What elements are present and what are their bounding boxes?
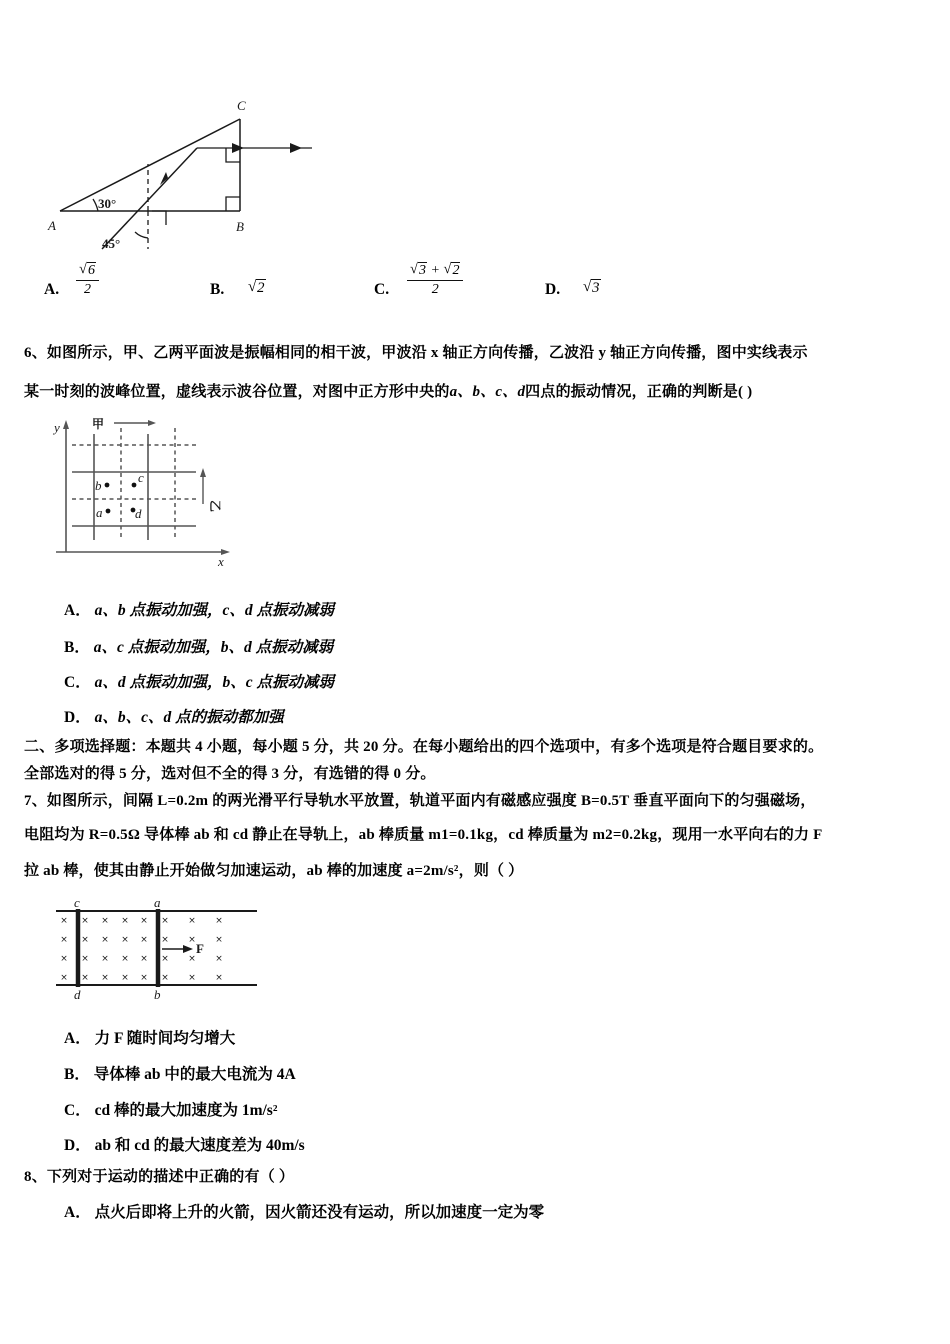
- q5-option-c-value: √ $\frac{3 + √ 2}{2}$: [407, 262, 463, 298]
- q7-stem-line2: 电阻均为 R=0.5Ω 导体棒 ab 和 cd 静止在导轨上，ab 棒质量 m1=0.1kg，cd 棒质量为 m2=0.2kg，现用一水平向右的力 F: [24, 827, 823, 843]
- q6-option-d-text: a、b、c、d 点的振动都加强: [94, 709, 284, 726]
- q7-option-c[interactable]: [64, 1098, 277, 1120]
- svg-text:×: ×: [101, 935, 109, 945]
- svg-text:×: ×: [140, 954, 148, 964]
- section2-instructions-line2: 全部选对的得 5 分，选对但不全的得 3 分，有选错的得 0 分。: [24, 766, 436, 782]
- q5-option-b-label[interactable]: B.: [210, 281, 225, 298]
- q7-stem-line1: 7、如图所示，间隔 L=0.2m 的两光滑平行导轨水平放置，轨道平面内有磁感应强度 B=0.5T 垂直平面向下的匀强磁场，: [24, 793, 816, 809]
- q5-option-d-value: √ 3: [583, 279, 601, 297]
- svg-text:×: ×: [140, 973, 148, 983]
- q8-stem-line1: 8、下列对于运动的描述中正确的有（ ）: [24, 1169, 295, 1185]
- q7-option-c-text: cd 棒的最大加速度为 1m/s²: [94, 1102, 278, 1119]
- q6-option-b[interactable]: [64, 635, 333, 657]
- q5-option-d-label[interactable]: D.: [545, 281, 561, 298]
- triangle-vertex-b-label: B: [236, 219, 244, 234]
- svg-text:×: ×: [215, 935, 223, 945]
- svg-text:×: ×: [121, 935, 129, 945]
- q6-option-a-text: a、b 点振动加强，c、d 点振动减弱: [94, 602, 334, 619]
- q6-option-a-label: A．: [64, 602, 91, 619]
- svg-text:×: ×: [121, 973, 129, 983]
- triangle-vertex-c-label: C: [237, 98, 246, 113]
- svg-text:×: ×: [188, 973, 196, 983]
- svg-text:×: ×: [60, 954, 68, 964]
- q7-option-d[interactable]: [64, 1133, 305, 1155]
- svg-text:×: ×: [188, 916, 196, 926]
- q6-option-c[interactable]: [64, 670, 334, 692]
- section2-instructions-line1: 二、多项选择题：本题共 4 小题，每小题 5 分，共 20 分。在每小题给出的四个选项中，有多个选项是符合题目要求的。: [24, 739, 824, 755]
- rails-node-d-label: d: [74, 987, 81, 1002]
- svg-text:×: ×: [161, 916, 169, 926]
- svg-text:×: ×: [81, 954, 89, 964]
- svg-text:×: ×: [121, 916, 129, 926]
- wave-point-d-label: d: [135, 506, 142, 521]
- q5-option-a-label[interactable]: A.: [44, 281, 60, 298]
- svg-text:×: ×: [161, 954, 169, 964]
- svg-text:×: ×: [60, 916, 68, 926]
- wave-axis-x-label: x: [218, 554, 224, 569]
- q6-stem-line2-part1: 某一时刻的波峰位置，虚线表示波谷位置，对图中正方形中央的: [24, 384, 450, 400]
- q6-option-c-label: C．: [64, 674, 91, 691]
- svg-text:×: ×: [215, 973, 223, 983]
- wave-point-b-label: b: [95, 478, 102, 493]
- rails-force-label: F: [196, 941, 204, 956]
- wave-yi-label: 乙: [208, 500, 222, 513]
- triangle-vertex-a-label: A: [48, 218, 56, 233]
- q7-option-b-label: B．: [64, 1066, 90, 1083]
- svg-text:×: ×: [188, 935, 196, 945]
- q7-option-a-text: 力 F 随时间均匀增大: [94, 1030, 236, 1047]
- wave-point-a-label: a: [96, 505, 103, 520]
- q6-stem-points: a、b、c、d: [449, 384, 526, 400]
- q5-option-a-value: √ $\frac{6}{2}$: [76, 262, 99, 298]
- wave-axis-y-label: y: [54, 420, 60, 435]
- svg-text:×: ×: [81, 973, 89, 983]
- q7-option-b-text: 导体棒 ab 中的最大电流为 4A: [93, 1066, 296, 1083]
- q6-stem-line1: 6、如图所示，甲、乙两平面波是振幅相同的相干波，甲波沿 x 轴正方向传播，乙波沿 y 轴正方向传播，图中实线表示: [24, 345, 808, 361]
- wave-jia-label: 甲: [92, 417, 105, 431]
- q5-option-b-value: √ 2: [248, 279, 266, 297]
- q8-option-a[interactable]: [64, 1200, 544, 1222]
- svg-text:×: ×: [215, 954, 223, 964]
- q8-option-a-text: 点火后即将上升的火箭，因火箭还没有运动，所以加速度一定为零: [94, 1204, 545, 1221]
- svg-text:×: ×: [140, 916, 148, 926]
- svg-text:×: ×: [60, 935, 68, 945]
- svg-text:×: ×: [81, 916, 89, 926]
- q6-option-b-text: a、c 点振动加强，b、d 点振动减弱: [93, 639, 334, 656]
- q7-stem-line3: 拉 ab 棒，使其由静止开始做匀加速运动，ab 棒的加速度 a=2m/s²，则（ ）: [24, 863, 524, 879]
- q6-stem-line2: [24, 381, 752, 404]
- q6-option-a[interactable]: [64, 598, 334, 620]
- svg-text:×: ×: [101, 954, 109, 964]
- q7-option-a-label: A．: [64, 1030, 91, 1047]
- q6-option-b-label: B．: [64, 639, 90, 656]
- q7-option-d-text: ab 和 cd 的最大速度差为 40m/s: [94, 1137, 305, 1154]
- svg-text:×: ×: [161, 973, 169, 983]
- q7-option-b[interactable]: [64, 1062, 296, 1084]
- rails-node-c-label: c: [74, 897, 80, 910]
- q6-wave-interference-figure: [44, 412, 259, 572]
- svg-text:×: ×: [101, 916, 109, 926]
- q6-option-d-label: D．: [64, 709, 91, 726]
- q7-option-a[interactable]: [64, 1026, 235, 1048]
- rails-node-b-label: b: [154, 987, 161, 1002]
- svg-text:×: ×: [60, 973, 68, 983]
- q6-option-d[interactable]: [64, 705, 284, 727]
- svg-text:×: ×: [188, 954, 196, 964]
- q7-option-d-label: D．: [64, 1137, 91, 1154]
- q7-rails-figure: [52, 897, 267, 1002]
- q6-option-c-text: a、d 点振动加强，b、c 点振动减弱: [94, 674, 334, 691]
- q7-option-c-label: C．: [64, 1102, 91, 1119]
- triangle-angle-45-label: 45°: [102, 236, 121, 251]
- svg-text:×: ×: [140, 935, 148, 945]
- svg-text:×: ×: [121, 954, 129, 964]
- q8-option-a-label: A．: [64, 1204, 91, 1221]
- q5-option-c-label[interactable]: C.: [374, 281, 390, 298]
- triangle-angle-30-label: 30°: [98, 196, 117, 211]
- q6-stem-line2-part3: 四点的振动情况，正确的判断是( ): [525, 384, 753, 400]
- svg-text:×: ×: [81, 935, 89, 945]
- wave-point-c-label: c: [138, 470, 144, 485]
- svg-text:×: ×: [101, 973, 109, 983]
- q5-inclined-plane-figure: [40, 86, 320, 251]
- svg-text:×: ×: [215, 916, 223, 926]
- svg-text:×: ×: [161, 935, 169, 945]
- rails-node-a-label: a: [154, 897, 161, 910]
